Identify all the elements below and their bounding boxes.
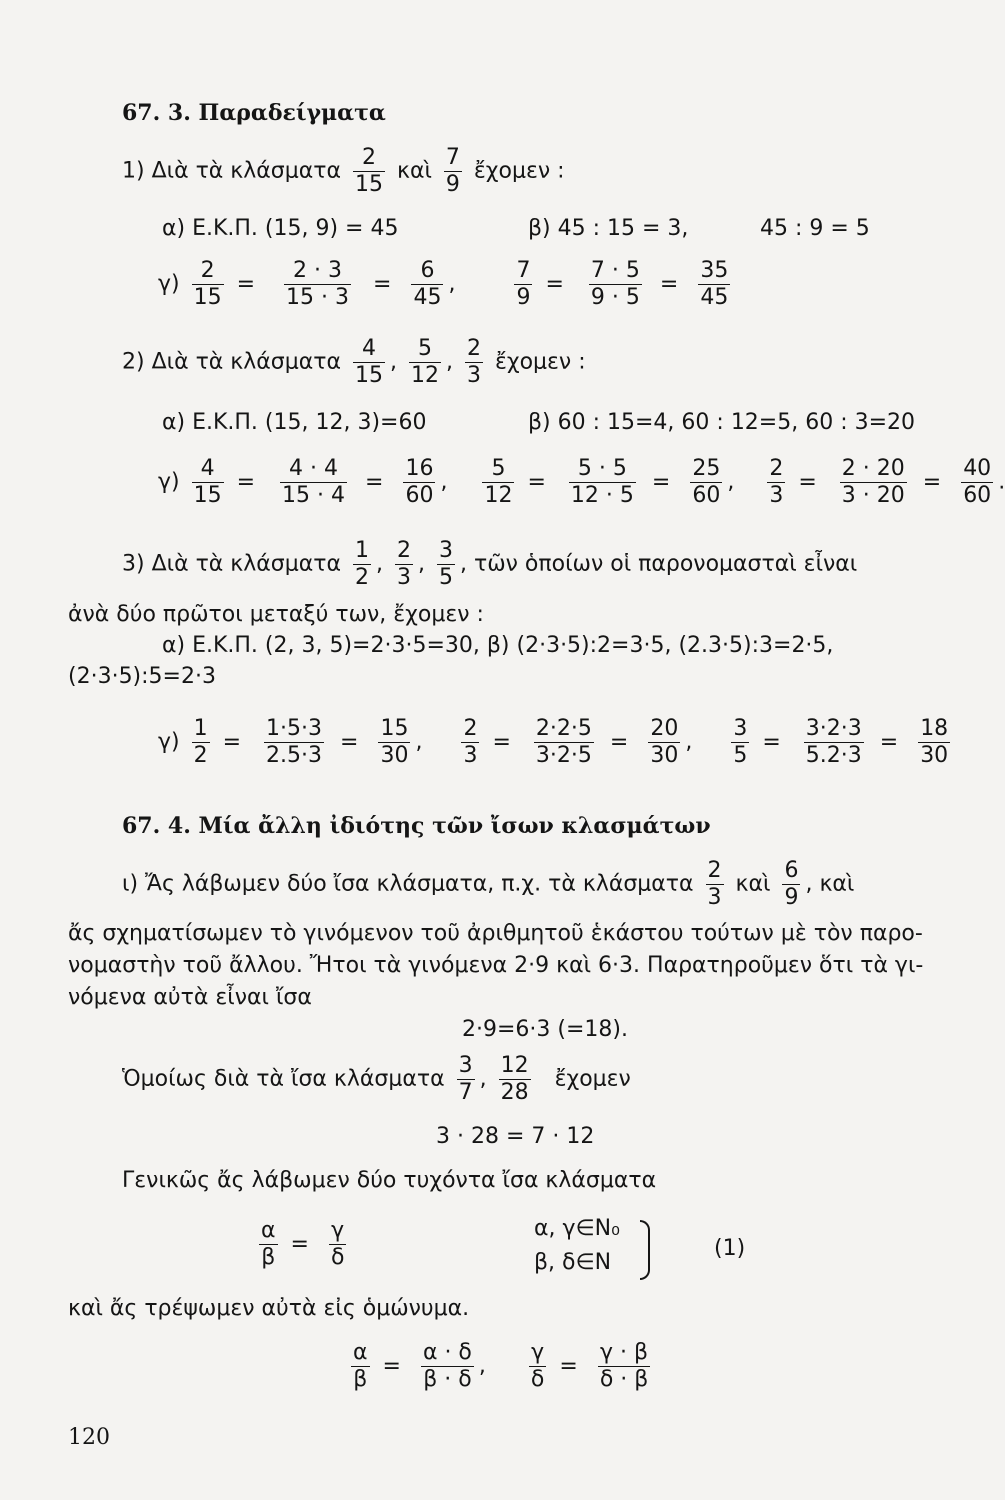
fraction: $\frac{35}{45}$ — [700, 258, 729, 310]
fraction: $\frac{5 \cdot 5}{12 \cdot 5}$ — [570, 456, 634, 508]
fraction: $\frac{\gamma \cdot \beta}{\delta \cdot \beta}$ — [599, 1340, 649, 1392]
ex1-intro-line: 1) Διὰ τὰ κλάσματα $\frac{2}{15}$ καὶ $\frac{7}{9}$ ἔχομεν : — [122, 145, 565, 197]
fraction: $\frac{7}{9}$ — [516, 258, 531, 310]
fraction: $\frac{1}{2}$ — [193, 716, 208, 768]
fraction: $\frac{20}{30}$ — [650, 716, 679, 768]
fraction: $\frac{2}{3}$ — [466, 336, 481, 388]
page-number: 120 — [68, 1425, 110, 1450]
s4-p4: νόμενα αὐτὰ εἶναι ἴσα — [68, 985, 312, 1010]
s4-p6: Γενικῶς ἄς λάβωμεν δύο τυχόντα ἴσα κλάσματα — [122, 1168, 657, 1193]
ex2-a: α) Ε.Κ.Π. (15, 12, 3)=60 — [162, 410, 427, 435]
fraction: $\frac{\gamma}{\delta}$ — [330, 1218, 345, 1270]
fraction: $\frac{4 \cdot 4}{15 \cdot 4}$ — [282, 456, 346, 508]
fraction: $\frac{2}{15}$ — [354, 145, 383, 197]
s4-p2: ἄς σχηματίσωμεν τὸ γινόμενον τοῦ ἀριθμητοῦ ἑκάστου τούτων μὲ τὸν παρο- — [68, 921, 923, 946]
ex2-intro-line: 2) Διὰ τὰ κλάσματα $\frac{4}{15}$ , $\frac{5}{12}$ , $\frac{2}{3}$ ἔχομεν : — [122, 336, 586, 388]
fraction: $\frac{2}{15}$ — [193, 258, 222, 310]
fraction: $\frac{2\cdot 2\cdot 5}{3\cdot 2\cdot 5}$ — [535, 716, 592, 768]
ex2-b: β) 60 : 15=4, 60 : 12=5, 60 : 3=20 — [528, 410, 916, 435]
fraction: $\frac{7}{9}$ — [445, 145, 460, 197]
s4-eq2: 3 · 28 = 7 · 12 — [436, 1124, 595, 1149]
s4-eq1: 2·9=6·3 (=18). — [462, 1017, 628, 1042]
fraction: $\frac{\alpha}{\beta}$ — [353, 1340, 368, 1392]
ex1-b2: 45 : 9 = 5 — [760, 216, 870, 241]
section-3-heading: 67. 3. Παραδείγματα — [122, 100, 386, 126]
fraction: $\frac{5}{12}$ — [410, 336, 439, 388]
fraction: $\frac{4}{15}$ — [193, 456, 222, 508]
fraction: $\frac{3}{7}$ — [458, 1053, 473, 1105]
s4-eq-label: (1) — [714, 1236, 746, 1261]
ex1-a: α) Ε.Κ.Π. (15, 9) = 45 — [162, 216, 399, 241]
fraction: $\frac{2}{3}$ — [463, 716, 478, 768]
fraction: $\frac{1}{2}$ — [354, 538, 369, 590]
ex2-g-line: γ) $\frac{4}{15}$ = $\frac{4 \cdot 4}{15 \cdot 4}$ = $\frac{16}{60}$ , $\frac{5}{12}$ = $\frac{5 \cdot 5}{12 \cdot 5}$ = $\frac{25}{60}$ , $\frac{2}{3}$ = $\frac{2 \cdot 20}{3 \cdot 20}$ = $\frac{40}{60}$ . — [158, 456, 1005, 508]
s4-final-eq: $\frac{\alpha}{\beta}$ = $\frac{\alpha \cdot \delta}{\beta \cdot \delta}$ , $\frac{\gamma}{\delta}$ = $\frac{\gamma \cdot \beta}{\delta \cdot \beta}$ — [353, 1340, 649, 1392]
fraction: $\frac{\gamma}{\delta}$ — [530, 1340, 545, 1392]
brace — [640, 1220, 650, 1280]
s4-p7: καὶ ἄς τρέψωμεν αὐτὰ εἰς ὁμώνυμα. — [68, 1296, 470, 1321]
fraction: $\frac{5}{12}$ — [484, 456, 513, 508]
fraction: $\frac{2 \cdot 3}{15 \cdot 3}$ — [286, 258, 350, 310]
s4-cond2: β, δ∈N — [534, 1250, 612, 1275]
ex3-line2: ἀνὰ δύο πρῶτοι μεταξύ των, ἔχομεν : — [68, 602, 484, 627]
ex1-g-line: γ) $\frac{2}{15}$ = $\frac{2 \cdot 3}{15 \cdot 3}$ = $\frac{6}{45}$ , $\frac{7}{9}$ = $\frac{7 \cdot 5}{9 \cdot 5}$ = $\frac{35}{45}$ — [158, 258, 729, 310]
s4-p5: Ὁμοίως διὰ τὰ ἴσα κλάσματα $\frac{3}{7}$ , $\frac{12}{28}$ ἔχομεν — [122, 1053, 631, 1105]
fraction: $\frac{4}{15}$ — [354, 336, 383, 388]
fraction: $\frac{6}{9}$ — [784, 858, 799, 910]
s4-p3: νομαστὴν τοῦ ἄλλου. Ἤτοι τὰ γινόμενα 2·9 καὶ 6·3. Παρατηροῦμεν ὅτι τὰ γι- — [68, 953, 924, 978]
ex1-b: β) 45 : 15 = 3, — [528, 216, 689, 241]
ex3-intro-line: 3) Διὰ τὰ κλάσματα $\frac{1}{2}$ , $\frac{2}{3}$ , $\frac{3}{5}$ , τῶν ὁποίων οἱ παρονομασταὶ εἶναι — [122, 538, 858, 590]
fraction: $\frac{18}{30}$ — [920, 716, 949, 768]
fraction: $\frac{3}{5}$ — [733, 716, 748, 768]
fraction: $\frac{16}{60}$ — [405, 456, 434, 508]
fraction: $\frac{2}{3}$ — [707, 858, 722, 910]
fraction: $\frac{2}{3}$ — [769, 456, 784, 508]
s4-cond1: α, γ∈N₀ — [534, 1216, 620, 1241]
fraction: $\frac{6}{45}$ — [413, 258, 442, 310]
fraction: $\frac{12}{28}$ — [500, 1053, 529, 1105]
fraction: $\frac{25}{60}$ — [692, 456, 721, 508]
ex3-g-line: γ) $\frac{1}{2}$ = $\frac{1\cdot 5\cdot 3}{2.5\cdot 3}$ = $\frac{15}{30}$ , $\frac{2}{3}$ = $\frac{2\cdot 2\cdot 5}{3\cdot 2\cdot 5}$ = $\frac{20}{30}$ , $\frac{3}{5}$ = $\frac{3\cdot 2\cdot 3}{5.2\cdot 3}$ = $\frac{18}{30}$ — [158, 716, 949, 768]
fraction: $\frac{15}{30}$ — [380, 716, 409, 768]
fraction: $\frac{3}{5}$ — [438, 538, 453, 590]
fraction: $\frac{\alpha}{\beta}$ — [261, 1218, 276, 1270]
fraction: $\frac{3\cdot 2\cdot 3}{5.2\cdot 3}$ — [805, 716, 862, 768]
fraction: $\frac{7 \cdot 5}{9 \cdot 5}$ — [590, 258, 640, 310]
s4-general-eq: $\frac{\alpha}{\beta}$ = $\frac{\gamma}{\delta}$ — [261, 1218, 345, 1270]
fraction: $\frac{2}{3}$ — [396, 538, 411, 590]
fraction: $\frac{\alpha \cdot \delta}{\beta \cdot \delta}$ — [422, 1340, 472, 1392]
s4-p1: ι) Ἄς λάβωμεν δύο ἴσα κλάσματα, π.χ. τὰ κλάσματα $\frac{2}{3}$ καὶ $\frac{6}{9}$ , καὶ — [122, 858, 855, 910]
fraction: $\frac{1\cdot 5\cdot 3}{2.5\cdot 3}$ — [266, 716, 323, 768]
fraction: $\frac{40}{60}$ — [963, 456, 992, 508]
section-4-heading: 67. 4. Μία ἄλλη ἰδιότης τῶν ἴσων κλασμάτων — [122, 813, 711, 839]
ex3-line3: α) Ε.Κ.Π. (2, 3, 5)=2·3·5=30, β) (2·3·5):2=3·5, (2.3·5):3=2·5, — [162, 633, 834, 658]
fraction: $\frac{2 \cdot 20}{3 \cdot 20}$ — [841, 456, 905, 508]
ex3-line4: (2·3·5):5=2·3 — [68, 664, 216, 689]
